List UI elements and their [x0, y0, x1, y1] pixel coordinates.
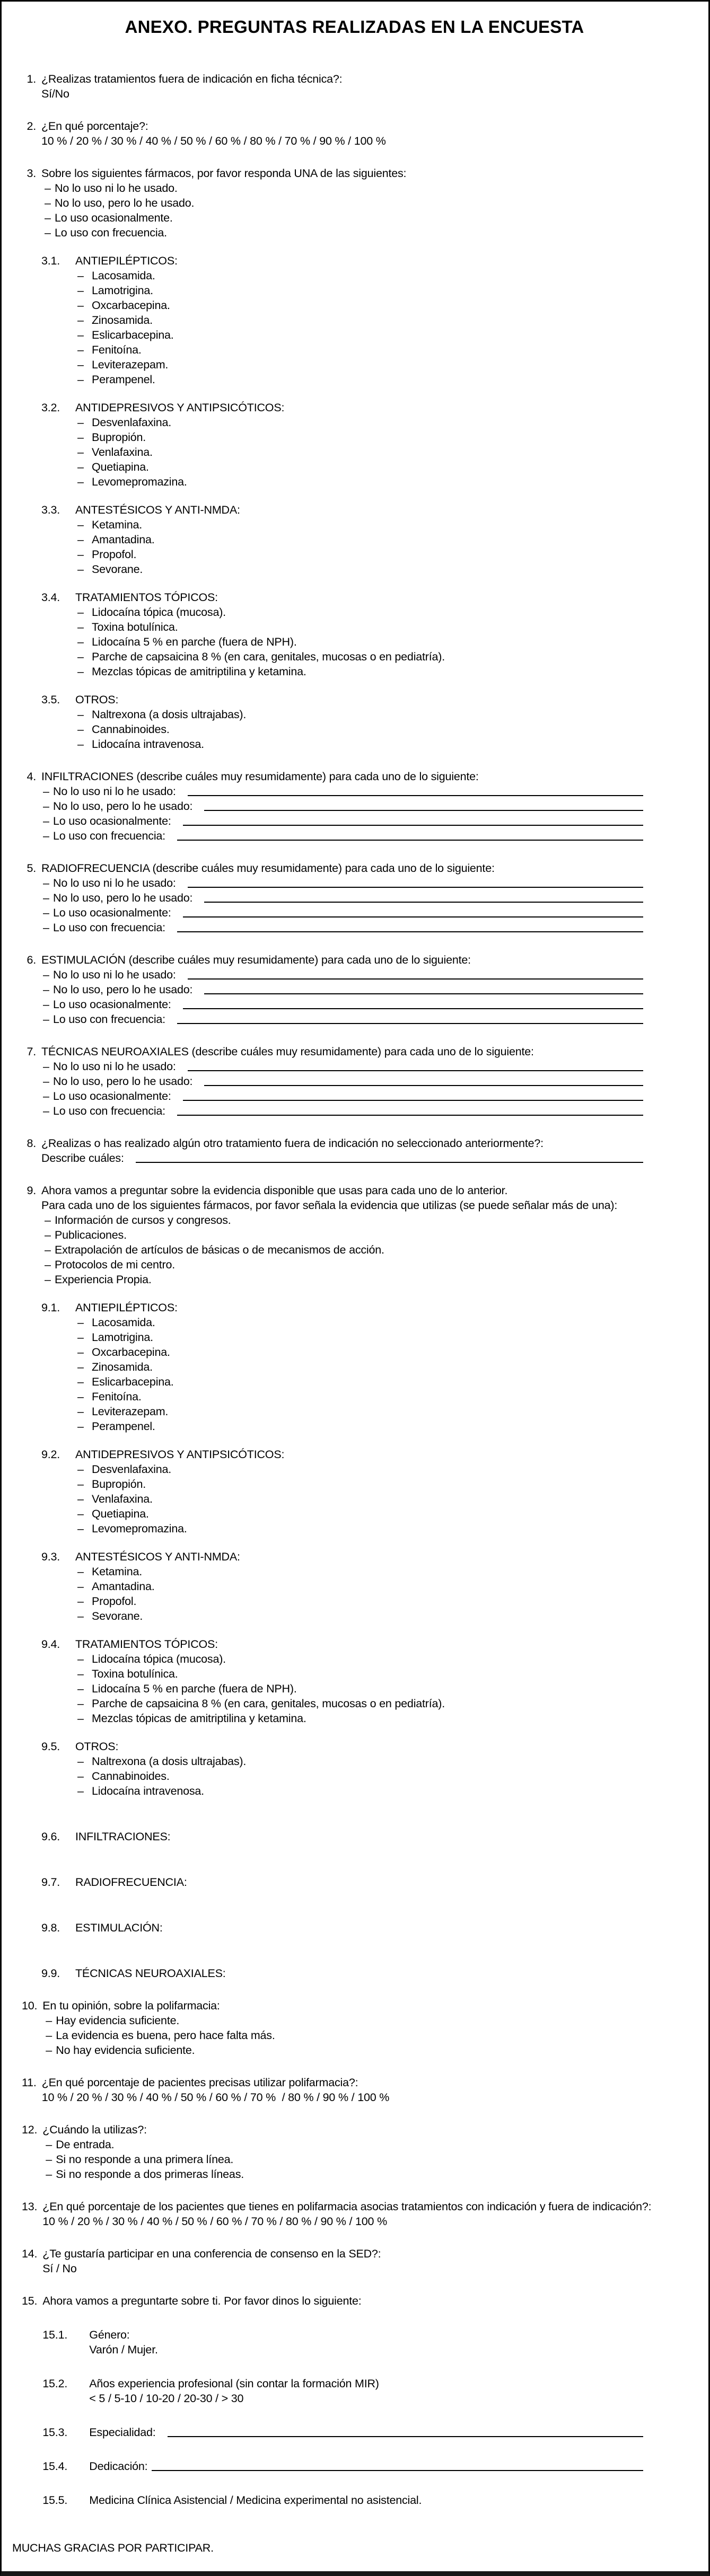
blank-label: Describe cuáles:: [41, 1152, 124, 1165]
question-text-2: Para cada uno de los siguientes fármacos, por favor señala la evidencia que utilizas (se puede señalar más de una):: [41, 1199, 618, 1212]
list-item: – Propofol.: [75, 547, 687, 562]
blank-line: [177, 1115, 643, 1116]
dash-marker: –: [43, 1090, 49, 1102]
list-item: – Levomepromazina.: [75, 474, 687, 489]
subsection-number: 9.5.: [41, 1740, 60, 1753]
question-text: Sobre los siguientes fármacos, por favor responda UNA de las siguientes:: [41, 167, 407, 180]
blank-line: [152, 2470, 643, 2471]
subsection-9-1: [41, 1300, 687, 1434]
list-item: – Venlafaxina.: [75, 445, 687, 460]
subsection-title: RADIOFRECUENCIA:: [75, 1876, 187, 1889]
subsection-number: 9.3.: [41, 1550, 60, 1563]
question-text: En tu opinión, sobre la polifarmacia:: [42, 1999, 220, 2012]
usage-blank-row: [41, 1089, 687, 1104]
list-item: – Lidocaína tópica (mucosa).: [75, 1652, 687, 1666]
list-item: – Desvenlafaxina.: [75, 415, 687, 430]
blank-line: [177, 840, 643, 841]
blank-line: [204, 810, 643, 811]
usage-blank-row: [41, 1074, 687, 1089]
list-item: – De entrada.: [42, 2137, 687, 2152]
drug-list: [75, 268, 687, 387]
list-item: – No lo uso ni lo he usado.: [41, 181, 687, 196]
list-item: – Zinosamida.: [75, 1360, 687, 1374]
list-item: – Amantadina.: [75, 532, 687, 547]
dash-marker: –: [43, 785, 49, 798]
blank-label: No lo uso, pero lo he usado:: [53, 892, 193, 904]
drug-list: [75, 517, 687, 577]
list-item: – No lo uso, pero lo he usado.: [41, 196, 687, 210]
blank-label: Lo uso con frecuencia:: [53, 1013, 165, 1026]
drug-list: [75, 1462, 687, 1536]
subsection-number: 3.5.: [41, 693, 60, 706]
subsection-title: TRATAMIENTOS TÓPICOS:: [75, 1638, 218, 1651]
drug-list: [75, 415, 687, 489]
subsection-number: 9.2.: [41, 1448, 60, 1461]
subsection-number: 15.4.: [42, 2460, 68, 2473]
list-item: – Perampenel.: [75, 372, 687, 387]
subsection-title: OTROS:: [75, 693, 119, 706]
question-number: 2.: [27, 120, 36, 133]
subsection-title: Especialidad:: [89, 2426, 156, 2439]
blank-line: [188, 887, 643, 888]
blank-line: [188, 978, 643, 980]
list-item: – Si no responde a una primera línea.: [42, 2152, 687, 2167]
drug-list: [75, 1564, 687, 1624]
blank-rows: [41, 784, 687, 843]
blank-line: [188, 795, 643, 796]
question-text: Ahora vamos a preguntar sobre la evidencia disponible que usas para cada uno de lo anterior.: [41, 1184, 508, 1197]
blank-label: Lo uso con frecuencia:: [53, 921, 165, 934]
subsection-title: ANTESTÉSICOS Y ANTI-NMDA:: [75, 504, 240, 516]
blank-line: [136, 1162, 643, 1163]
usage-blank-row: [41, 890, 687, 905]
list-item: – Amantadina.: [75, 1579, 687, 1594]
list-item: – Lidocaína intravenosa.: [75, 1784, 687, 1798]
drug-list: [75, 707, 687, 752]
usage-blank-row: [41, 828, 687, 843]
subsection-3-5: [41, 692, 687, 752]
list-item: – Sevorane.: [75, 1609, 687, 1624]
question-text: TÉCNICAS NEUROAXIALES (describe cuáles muy resumidamente) para cada uno de lo siguiente:: [41, 1045, 534, 1058]
list-item: – Parche de capsaicina 8 % (en cara, genitales, mucosas o en pediatría).: [75, 1696, 687, 1711]
question-2: [22, 119, 687, 148]
subsection-number: 3.3.: [41, 504, 60, 516]
list-item: – Lamotrigina.: [75, 1330, 687, 1345]
dash-marker: –: [43, 892, 49, 904]
question-text: ¿Te gustaría participar en una conferencia de consenso en la SED?:: [42, 2247, 381, 2260]
blank-label: No lo uso ni lo he usado:: [53, 1060, 176, 1073]
question-5: [22, 861, 687, 935]
list-item: – Protocolos de mi centro.: [41, 1257, 687, 1272]
list-item: – Bupropión.: [75, 1477, 687, 1492]
list-item: – Información de cursos y congresos.: [41, 1213, 687, 1228]
usage-blank-row: [41, 967, 687, 982]
question-text: ¿En qué porcentaje de pacientes precisas utilizar polifarmacia?:: [41, 2076, 358, 2089]
blank-label: Lo uso con frecuencia:: [53, 830, 165, 842]
subsection-title: Dedicación:: [89, 2460, 148, 2473]
question-number: 8.: [27, 1137, 36, 1150]
usage-blank-row: [41, 920, 687, 935]
list-item: – Si no responde a dos primeras líneas.: [42, 2167, 687, 2182]
question-text: ¿Realizas tratamientos fuera de indicación en ficha técnica?:: [41, 73, 343, 85]
question-10: [22, 1998, 687, 2058]
usage-blank-row: [41, 799, 687, 814]
closing-text: MUCHAS GRACIAS POR PARTICIPAR.: [12, 2542, 214, 2554]
list-item: – Lidocaína 5 % en parche (fuera de NPH).: [75, 1681, 687, 1696]
subsection-15-5: [42, 2493, 687, 2508]
drug-list: [75, 605, 687, 679]
subsection-number: 15.1.: [42, 2328, 68, 2341]
subsection-title: TÉCNICAS NEUROAXIALES:: [75, 1967, 226, 1980]
blank-label: Lo uso ocasionalmente:: [53, 1090, 171, 1102]
list-item: – Propofol.: [75, 1594, 687, 1609]
subsection-title: Medicina Clínica Asistencial / Medicina experimental no asistencial.: [89, 2494, 422, 2507]
list-item: – Oxcarbacepina.: [75, 1345, 687, 1360]
dash-marker: –: [43, 800, 49, 813]
list-item: – Cannabinoides.: [75, 1769, 687, 1784]
subsection-15-3: [42, 2425, 687, 2440]
subsection-number: 9.7.: [41, 1876, 60, 1889]
subsection-9-3: [41, 1549, 687, 1624]
subsection-title: ANTIDEPRESIVOS Y ANTIPSICÓTICOS:: [75, 1448, 285, 1461]
question-number: 5.: [27, 862, 36, 875]
subsection-9-7: [41, 1875, 687, 1890]
dash-marker: –: [43, 1105, 49, 1117]
dash-marker: –: [43, 921, 49, 934]
subsection-title: ANTIEPILÉPTICOS:: [75, 254, 178, 267]
list-item: – Bupropión.: [75, 430, 687, 445]
list-item: – Parche de capsaicina 8 % (en cara, genitales, mucosas o en pediatría).: [75, 649, 687, 664]
dash-marker: –: [43, 1060, 49, 1073]
subsection-3-4: [41, 590, 687, 679]
subsection-9-9: [41, 1966, 687, 1981]
list-item: – Naltrexona (a dosis ultrajabas).: [75, 1754, 687, 1769]
subsection-9-2: [41, 1447, 687, 1536]
drug-list: [75, 1315, 687, 1434]
list-item: – Ketamina.: [75, 517, 687, 532]
subsection-9-4: [41, 1637, 687, 1726]
evidence-option-list: [41, 1213, 687, 1287]
subsection-number: 9.1.: [41, 1301, 60, 1314]
subsection-number: 3.4.: [41, 591, 60, 604]
blank-label: No lo uso, pero lo he usado:: [53, 983, 193, 996]
usage-blank-row: [41, 1012, 687, 1027]
question-number: 3.: [27, 167, 36, 180]
question-1: [22, 72, 687, 101]
list-item: – Desvenlafaxina.: [75, 1462, 687, 1477]
list-item: – Toxina botulínica.: [75, 620, 687, 634]
list-item: – Levomepromazina.: [75, 1521, 687, 1536]
list-item: – Lo uso ocasionalmente.: [41, 210, 687, 225]
usage-blank-row: [41, 814, 687, 828]
blank-label: Lo uso con frecuencia:: [53, 1105, 165, 1117]
list-item: – Lidocaína tópica (mucosa).: [75, 605, 687, 620]
answer-options-line: 10 % / 20 % / 30 % / 40 % / 50 % / 60 % / 80 % / 70 % / 90 % / 100 %: [41, 135, 386, 147]
blank-label: No lo uso ni lo he usado:: [53, 877, 176, 889]
dash-marker: –: [43, 1075, 49, 1088]
question-number: 9.: [27, 1184, 36, 1197]
subsection-number: 9.6.: [41, 1830, 60, 1843]
subsection-title: OTROS:: [75, 1740, 119, 1753]
blank-line: [183, 1008, 643, 1009]
option-list: [42, 2137, 687, 2182]
option-list: [42, 2013, 687, 2058]
subsection-3-2: [41, 400, 687, 489]
blank-line: [177, 931, 643, 932]
question-3: [22, 166, 687, 752]
answer-options-line: Varón / Mujer.: [89, 2343, 158, 2356]
list-item: – Eslicarbacepina.: [75, 1374, 687, 1389]
answer-options-line: < 5 / 5-10 / 10-20 / 20-30 / > 30: [89, 2392, 244, 2405]
usage-blank-row: [41, 876, 687, 890]
describe-blank-row: [41, 1151, 687, 1166]
blank-label: No lo uso ni lo he usado:: [53, 785, 176, 798]
subsection-title: ANTESTÉSICOS Y ANTI-NMDA:: [75, 1550, 240, 1563]
subsection-title: Género:: [89, 2328, 130, 2341]
blank-line: [183, 825, 643, 826]
question-6: [22, 952, 687, 1027]
subsection-3-3: [41, 502, 687, 577]
dash-marker: –: [43, 1013, 49, 1026]
list-item: – Oxcarbacepina.: [75, 298, 687, 313]
subsection-title: ESTIMULACIÓN:: [75, 1921, 163, 1934]
usage-blank-row: [41, 784, 687, 799]
list-item: – Mezclas tópicas de amitriptilina y ketamina.: [75, 664, 687, 679]
subsection-title: Años experiencia profesional (sin contar la formación MIR): [89, 2377, 379, 2390]
list-item: – Leviterazepam.: [75, 357, 687, 372]
list-item: – Publicaciones.: [41, 1228, 687, 1242]
list-item: – Sevorane.: [75, 562, 687, 577]
answer-options-line: Sí/No: [41, 87, 69, 100]
answer-options-line: Sí / No: [42, 2262, 77, 2275]
drug-list: [75, 1652, 687, 1726]
list-item: – Venlafaxina.: [75, 1492, 687, 1506]
blank-label: No lo uso ni lo he usado:: [53, 968, 176, 981]
blank-line: [168, 2436, 643, 2437]
subsection-title: TRATAMIENTOS TÓPICOS:: [75, 591, 218, 604]
dash-marker: –: [43, 877, 49, 889]
question-number: 4.: [27, 770, 36, 783]
list-item: – Fenitoína.: [75, 342, 687, 357]
subsection-number: 15.3.: [42, 2426, 68, 2439]
list-item: – Lamotrigina.: [75, 283, 687, 298]
question-text: ¿Cuándo la utilizas?:: [42, 2123, 147, 2136]
question-text: Ahora vamos a preguntarte sobre ti. Por favor dinos lo siguiente:: [42, 2295, 362, 2307]
subsection-15-4: [42, 2459, 687, 2474]
question-number: 10.: [22, 1999, 38, 2012]
blank-label: Lo uso ocasionalmente:: [53, 815, 171, 827]
subsection-number: 9.8.: [41, 1921, 60, 1934]
question-number: 12.: [22, 2123, 38, 2136]
subsection-15-2: [42, 2376, 687, 2406]
question-number: 15.: [22, 2295, 38, 2307]
dash-marker: –: [43, 906, 49, 919]
subsection-title: ANTIDEPRESIVOS Y ANTIPSICÓTICOS:: [75, 401, 285, 414]
question-text: ¿Realizas o has realizado algún otro tratamiento fuera de indicación no seleccionado anteriormente?:: [41, 1137, 544, 1150]
blank-line: [177, 1023, 643, 1024]
blank-label: No lo uso, pero lo he usado:: [53, 1075, 193, 1088]
blank-line: [183, 1100, 643, 1101]
list-item: – La evidencia es buena, pero hace falta más.: [42, 2028, 687, 2043]
question-13: [22, 2199, 687, 2229]
list-item: – Cannabinoides.: [75, 722, 687, 737]
question-14: [22, 2246, 687, 2276]
subsection-9-8: [41, 1920, 687, 1935]
list-item: – Ketamina.: [75, 1564, 687, 1579]
subsection-number: 15.2.: [42, 2377, 68, 2390]
blank-label: Lo uso ocasionalmente:: [53, 906, 171, 919]
subsection-title: INFILTRACIONES:: [75, 1830, 171, 1843]
blank-rows: [41, 1059, 687, 1118]
subsection-number: 9.9.: [41, 1967, 60, 1980]
list-item: – No hay evidencia suficiente.: [42, 2043, 687, 2058]
question-11: [22, 2075, 687, 2105]
subsection-9-6: [41, 1829, 687, 1844]
question-number: 6.: [27, 954, 36, 966]
subsection-number: 3.1.: [41, 254, 60, 267]
dash-marker: –: [43, 815, 49, 827]
question-7: [22, 1044, 687, 1118]
question-text: ¿En qué porcentaje de los pacientes que tienes en polifarmacia asocias tratamientos con indicación y fuera de indicación?:: [42, 2200, 652, 2213]
question-text: INFILTRACIONES (describe cuáles muy resumidamente) para cada uno de lo siguiente:: [41, 770, 479, 783]
question-number: 1.: [27, 73, 36, 85]
page-title: ANEXO. PREGUNTAS REALIZADAS EN LA ENCUESTA: [125, 17, 584, 37]
question-9: [22, 1183, 687, 1981]
list-item: – Eslicarbacepina.: [75, 328, 687, 342]
dash-marker: –: [43, 998, 49, 1011]
list-item: – Lidocaína 5 % en parche (fuera de NPH).: [75, 634, 687, 649]
usage-blank-row: [41, 982, 687, 997]
question-8: [22, 1136, 687, 1166]
blank-line: [183, 916, 643, 918]
list-item: – Lacosamida.: [75, 1315, 687, 1330]
list-item: – Mezclas tópicas de amitriptilina y ketamina.: [75, 1711, 687, 1726]
subsection-number: 3.2.: [41, 401, 60, 414]
blank-label: Lo uso ocasionalmente:: [53, 998, 171, 1011]
blank-label: No lo uso, pero lo he usado:: [53, 800, 193, 813]
question-number: 11.: [22, 2076, 37, 2089]
dash-marker: –: [43, 830, 49, 842]
subsection-number: 15.5.: [42, 2494, 68, 2507]
usage-blank-row: [41, 905, 687, 920]
blank-rows: [41, 967, 687, 1027]
list-item: – Perampenel.: [75, 1419, 687, 1434]
option-list: [41, 181, 687, 240]
usage-blank-row: [41, 1059, 687, 1074]
list-item: – Lo uso con frecuencia.: [41, 225, 687, 240]
question-text: ¿En qué porcentaje?:: [41, 120, 148, 133]
dash-marker: –: [43, 968, 49, 981]
blank-line: [204, 993, 643, 994]
list-item: – Hay evidencia suficiente.: [42, 2013, 687, 2028]
list-item: – Fenitoína.: [75, 1389, 687, 1404]
subsection-title: ANTIEPILÉPTICOS:: [75, 1301, 178, 1314]
subsection-3-1: [41, 253, 687, 387]
question-number: 13.: [22, 2200, 38, 2213]
list-item: – Quetiapina.: [75, 1506, 687, 1521]
list-item: – Quetiapina.: [75, 460, 687, 474]
list-item: – Leviterazepam.: [75, 1404, 687, 1419]
list-item: – Experiencia Propia.: [41, 1272, 687, 1287]
blank-rows: [41, 876, 687, 935]
question-12: [22, 2122, 687, 2182]
usage-blank-row: [41, 997, 687, 1012]
list-item: – Extrapolación de artículos de básicas o de mecanismos de acción.: [41, 1242, 687, 1257]
answer-options-line: 10 % / 20 % / 30 % / 40 % / 50 % / 60 % / 70 % / 80 % / 90 % / 100 %: [42, 2215, 387, 2228]
list-item: – Zinosamida.: [75, 313, 687, 328]
blank-line: [204, 1085, 643, 1086]
subsection-15-1: [42, 2327, 687, 2357]
blank-line: [204, 902, 643, 903]
drug-list: [75, 1754, 687, 1798]
question-number: 7.: [27, 1045, 36, 1058]
question-15: [22, 2293, 687, 2508]
usage-blank-row: [41, 1104, 687, 1118]
list-item: – Toxina botulínica.: [75, 1666, 687, 1681]
list-item: – Naltrexona (a dosis ultrajabas).: [75, 707, 687, 722]
dash-marker: –: [43, 983, 49, 996]
question-4: [22, 769, 687, 843]
question-text: RADIOFRECUENCIA (describe cuáles muy resumidamente) para cada uno de lo siguiente:: [41, 862, 495, 875]
question-text: ESTIMULACIÓN (describe cuáles muy resumidamente) para cada uno de lo siguiente:: [41, 954, 471, 966]
subsection-9-5: [41, 1739, 687, 1798]
question-number: 14.: [22, 2247, 38, 2260]
list-item: – Lidocaína intravenosa.: [75, 737, 687, 752]
blank-line: [188, 1070, 643, 1071]
list-item: – Lacosamida.: [75, 268, 687, 283]
answer-options-line: 10 % / 20 % / 30 % / 40 % / 50 % / 60 % / 70 % / 80 % / 90 % / 100 %: [41, 2091, 390, 2104]
subsection-number: 9.4.: [41, 1638, 60, 1651]
